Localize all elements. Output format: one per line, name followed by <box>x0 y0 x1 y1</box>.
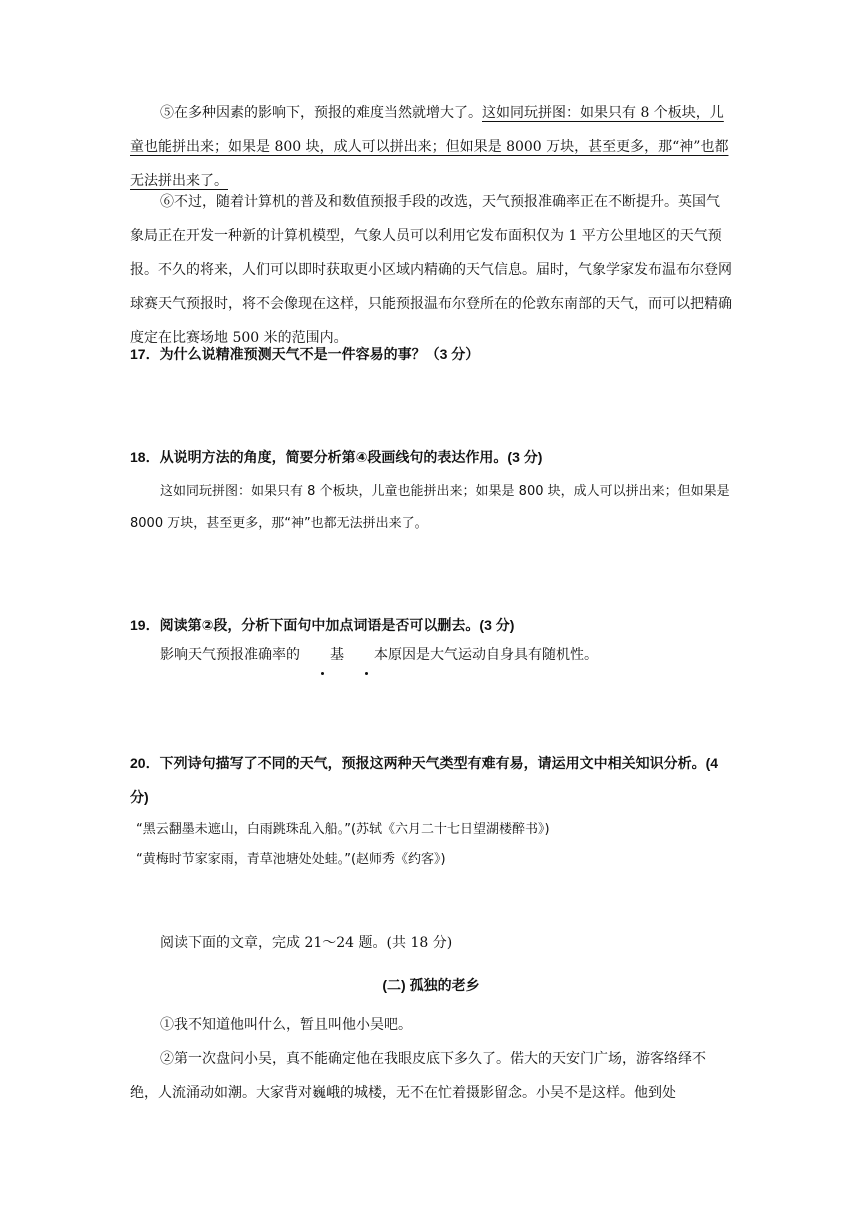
dotted-char-2: 本 <box>344 638 388 672</box>
question-19 <box>130 608 732 672</box>
paragraph-5-text: ⑤在多种因素的影响下，预报的难度当然就增大了。 <box>160 105 482 121</box>
dotted-char-1: 基 <box>300 638 344 672</box>
story-body <box>130 1008 732 1110</box>
reading-instruction <box>130 926 732 960</box>
question-18-text: 18．从说明方法的角度，简要分析第④段画线句的表达作用。(3 分) <box>130 449 543 465</box>
paragraph-6-text: ⑥不过，随着计算机的普及和数值预报手段的改选，天气预报准确率正在不断提升。英国气象局正在开发一种新的计算机模型，气象人员可以利用它发布面积仅为 1 平方公里地区的天气预报。不久的将来，人们可以即时获取更小区域内精确的天气信息。届时，气象学家发布温布尔登网球赛天气预报时，将不会像现在这样，只能预报温布尔登所在的伦敦东南部的天气，而可以把精确度定在比赛场地 500 米的范围内。 <box>130 194 732 346</box>
poem-1: “黑云翻墨未遮山，白雨跳珠乱入船。”(苏轼《六月二十七日望湖楼醉书》) <box>136 822 550 837</box>
story-paragraph-1: ①我不知道他叫什么，暂且叫他小吴吧。 <box>160 1017 412 1033</box>
question-20-text: 20．下列诗句描写了不同的天气，预报这两种天气类型有难有易，请运用文中相关知识分析。(4 分) <box>130 755 719 805</box>
underlined-sentence: 这如同玩拼图：如果只有 8 个板块，儿童也能拼出来；如果是 800 块，成人可以拼出来；但如果是 8000 万块，甚至更多，那“神”也都无法拼出来了。 <box>130 105 729 189</box>
paragraph-6 <box>130 185 732 355</box>
story-paragraph-2: ②第一次盘问小吴，真不能确定他在我眼皮底下多久了。偌大的天安门广场，游客络绎不绝，人流涌动如潮。大家背对巍峨的城楼，无不在忙着摄影留念。小吴不是这样。他到处 <box>130 1051 706 1101</box>
question-18-quote: 这如同玩拼图：如果只有 8 个板块，儿童也能拼出来；如果是 800 块，成人可以拼出来；但如果是 8000 万块，甚至更多，那“神”也都无法拼出来了。 <box>130 484 730 531</box>
question-17-text: 17．为什么说精准预测天气不是一件容易的事？（3 分） <box>130 346 480 362</box>
question-18 <box>130 440 732 540</box>
question-19-sentence: 影响天气预报准确率的 基 本原因是大气运动自身具有随机性。 <box>130 638 732 672</box>
question-17 <box>130 337 732 371</box>
article-title-text: (二) 孤独的老乡 <box>382 977 480 993</box>
paragraph-5 <box>130 96 732 198</box>
article-title <box>130 968 732 1002</box>
reading-instruction-text: 阅读下面的文章，完成 21～24 题。(共 18 分) <box>160 935 453 951</box>
question-19-text: 19．阅读第②段，分析下面句中加点词语是否可以删去。(3 分) <box>130 617 515 633</box>
question-20 <box>130 746 732 876</box>
poem-2: “黄梅时节家家雨，青草池塘处处蛙。”(赵师秀《约客》) <box>136 852 446 867</box>
